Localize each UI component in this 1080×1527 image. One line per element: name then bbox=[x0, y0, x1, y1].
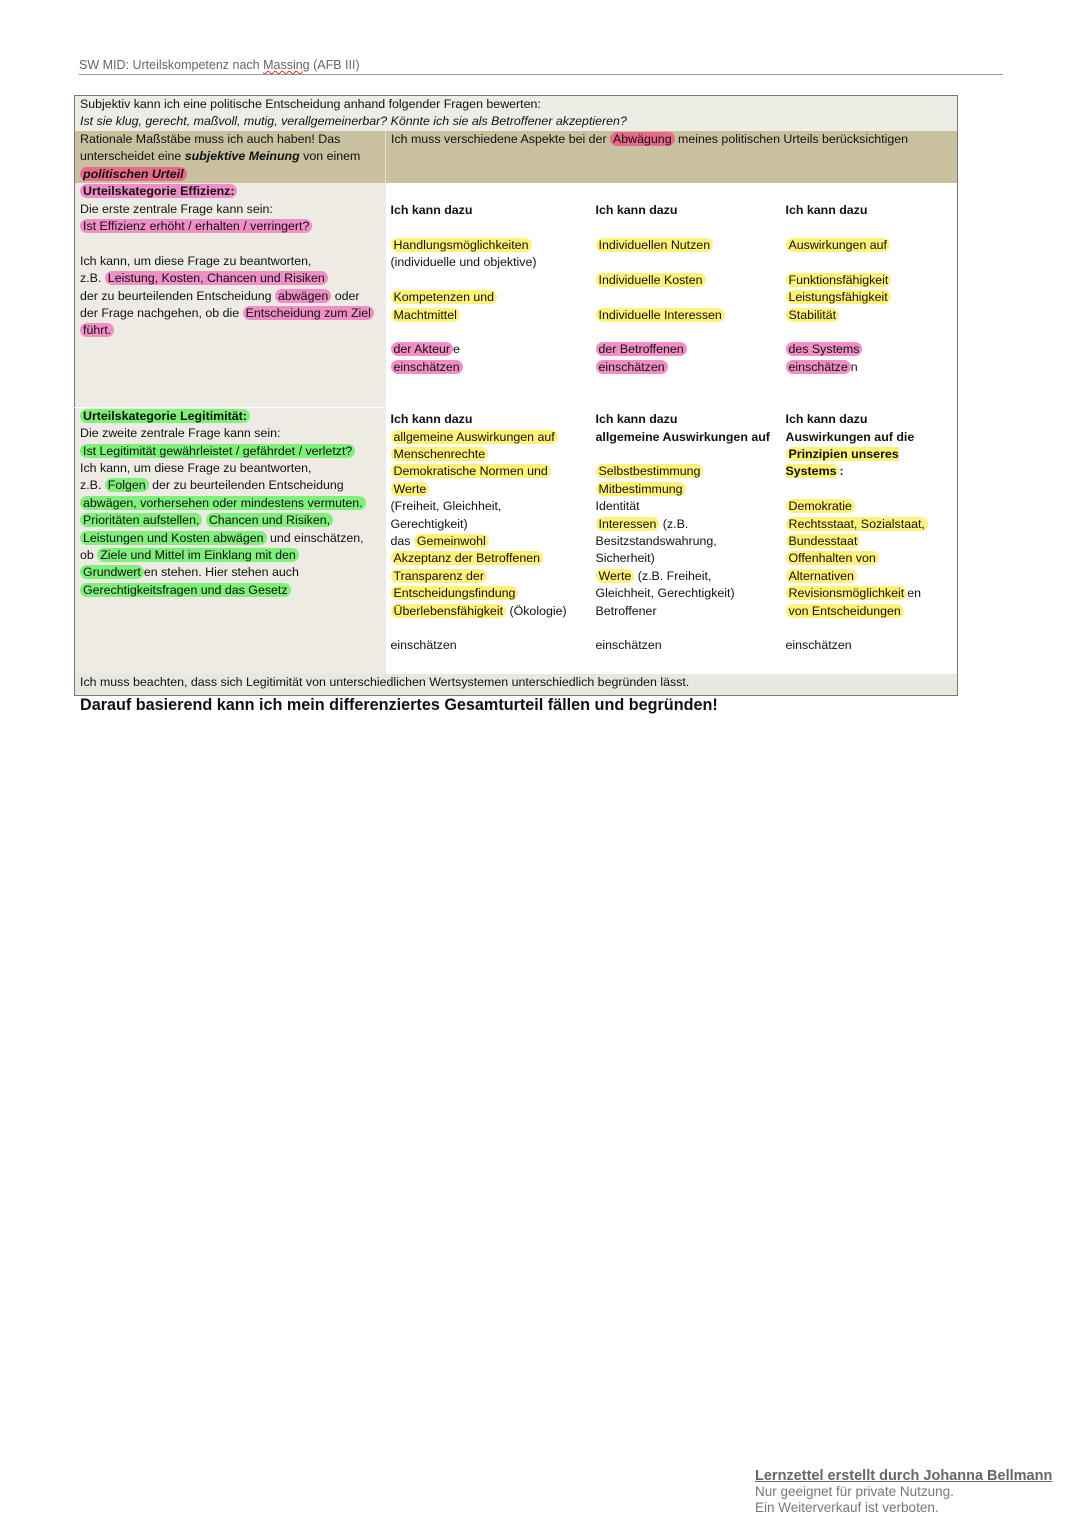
efficiency-question-intro: Die erste zentrale Frage kann sein: bbox=[80, 201, 273, 216]
legitimacy-system-cell: Ich kann dazu Auswirkungen auf die Prinzipien unseres Systems : Demokratie Rechtsstaat, Sozialstaat, Bundesstaat Offenhalten von Alternativen Revisionsmöglichkeit en von Entscheidungen einschätzen bbox=[781, 407, 958, 674]
legitimacy-description-cell: Urteilskategorie Legitimität: Die zweite zentrale Frage kann sein: Ist Legitimität gewährleistet / gefährdet / verletzt? Ich kann, um diese Frage zu beantworten, z.B. Folgen der zu beurteilenden Entscheidung abwägen, vorhersehen oder mindestens vermuten. Prioritäten aufstellen, Chancen und Risiken, Leistungen und Kosten abwägen und einschätzen, ob Ziele und Mittel im Einklang mit den Grundwert en stehen. Hier stehen auch Gerechtigkeitsfragen und das Gesetz bbox=[75, 407, 386, 674]
efficiency-row bbox=[75, 183, 958, 407]
legitimacy-general-cell: Ich kann dazu allgemeine Auswirkungen auf Menschenrechte Demokratische Normen und Werte (Freiheit, Gleichheit, Gerechtigkeit) das Gemeinwohl Akzeptanz der Betroffenen Transparenz der Entscheidungsfindung Überlebensfähigkeit (Ökologie) einschätzen bbox=[390, 412, 567, 653]
subjective-intro: Subjektiv kann ich eine politische Entscheidung anhand folgender Fragen bewerten: bbox=[80, 97, 541, 111]
efficiency-system-cell: Ich kann dazu Auswirkungen auf Funktionsfähigkeit Leistungsfähigkeit Stabilität des Systems einschätze n bbox=[781, 183, 958, 407]
legitimacy-participation-cell: Ich kann dazu allgemeine Auswirkungen auf Selbstbestimmung Mitbestimmung Identität Interessen (z.B. Besitzstandswahrung, Sicherheit) Werte (z.B. Freiheit, Gleichheit, Gerechtigkeit) Betroffener einschätzen bbox=[595, 412, 770, 653]
rational-row bbox=[75, 131, 958, 183]
resale-note: Ein Weiterverkauf ist verboten. bbox=[755, 1500, 939, 1515]
legitimacy-question-intro: Die zweite zentrale Frage kann sein: bbox=[80, 426, 281, 441]
subjective-opinion-term: subjektive Meinung bbox=[184, 149, 300, 164]
weighing-term: Abwägung bbox=[610, 132, 675, 146]
legitimacy-question: Ist Legitimität gewährleistet / gefährdet / verletzt? bbox=[80, 444, 355, 458]
header-title-suffix: (AFB III) bbox=[309, 58, 360, 72]
efficiency-question: Ist Effizienz erhöht / erhalten / verringert? bbox=[80, 219, 312, 233]
rational-text-b: unterscheidet eine subjektive Meinung von einem bbox=[80, 149, 361, 164]
political-judgement-term: politischen Urteil bbox=[80, 167, 187, 181]
usage-note: Nur geeignet für private Nutzung. bbox=[755, 1484, 954, 1499]
document-header bbox=[79, 58, 1003, 75]
efficiency-description-cell: Urteilskategorie Effizienz: Die erste zentrale Frage kann sein: Ist Effizienz erhöht / erhalten / verringert? Ich kann, um diese Frage zu beantworten, z.B. Leistung, Kosten, Chancen und Risiken der zu beurteilenden Entscheidung abwägen oder der Frage nachgehen, ob die Entscheidung zum Ziel führt. bbox=[75, 183, 386, 407]
legitimacy-title: Urteilskategorie Legitimität: bbox=[80, 409, 250, 423]
rational-right-cell: Ich muss verschiedene Aspekte bei der Abwägung meines politischen Urteils berücksichtigen bbox=[386, 131, 958, 183]
legitimacy-row bbox=[75, 407, 958, 674]
author-credit: Lernzettel erstellt durch Johanna Bellmann bbox=[755, 1468, 1053, 1484]
efficiency-affected-cell: Ich kann dazu Individuellen Nutzen Individuelle Kosten Individuelle Interessen der Betroffenen einschätzen bbox=[591, 183, 781, 407]
value-systems-note: Ich muss beachten, dass sich Legitimität von unterschiedlichen Wertsystemen unterschiedlich begründen lässt. bbox=[75, 674, 958, 696]
judgement-table bbox=[74, 95, 958, 696]
rational-left-cell bbox=[75, 131, 386, 183]
efficiency-actors-cell: Ich kann dazu Handlungsmöglichkeiten (individuelle und objektive) Kompetenzen und Machtmittel der Akteur e einschätzen bbox=[390, 203, 537, 374]
efficiency-title: Urteilskategorie Effizienz: bbox=[80, 184, 237, 198]
note-row bbox=[75, 674, 958, 696]
subjective-row bbox=[75, 96, 958, 132]
header-title-prefix: SW MID: Urteilskompetenz nach bbox=[79, 58, 264, 72]
subjective-questions: Ist sie klug, gerecht, maßvoll, mutig, verallgemeinerbar? Könnte ich sie als Betroffener akzeptieren? bbox=[80, 114, 627, 129]
rational-text-a: Rationale Maßstäbe muss ich auch haben! Das bbox=[80, 132, 341, 146]
header-title-name: Massing bbox=[263, 58, 310, 72]
conclusion-statement: Darauf basierend kann ich mein differenziertes Gesamturteil fällen und begründen! bbox=[80, 696, 718, 714]
author-footer bbox=[755, 1468, 1052, 1516]
